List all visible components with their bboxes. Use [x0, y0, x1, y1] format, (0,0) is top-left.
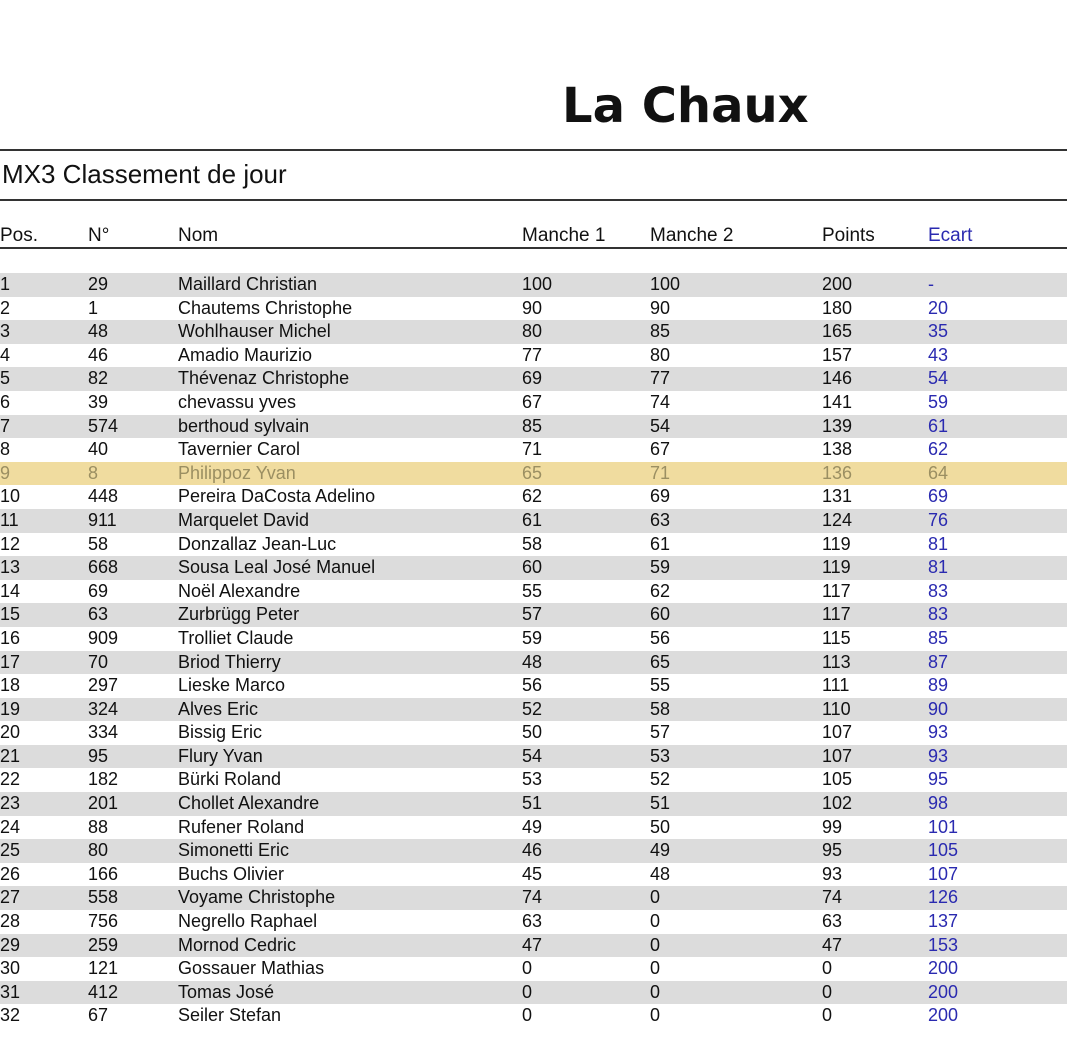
- cell-pos: 20: [0, 722, 21, 743]
- cell-number: 29: [88, 274, 109, 294]
- table-row: [0, 603, 1067, 627]
- cell-points: 93: [822, 863, 843, 884]
- header-manche2: Manche 2: [650, 225, 734, 246]
- cell-number: 70: [88, 651, 109, 672]
- cell-points: 157: [822, 344, 853, 365]
- cell-pos: 9: [0, 462, 11, 483]
- cell-ecart: 126: [928, 887, 959, 908]
- cell-points: 113: [822, 651, 851, 672]
- cell-manche2: 56: [650, 627, 671, 648]
- cell-manche1: 52: [522, 698, 543, 719]
- cell-ecart: 83: [928, 604, 949, 625]
- cell-name: Tomas José: [178, 981, 275, 1002]
- table-row-highlighted: [0, 462, 1067, 486]
- cell-name: Noël Alexandre: [178, 580, 301, 601]
- cell-ecart: 98: [928, 793, 949, 814]
- cell-ecart: 43: [928, 344, 949, 365]
- table-row: [0, 957, 1067, 981]
- cell-pos: 19: [0, 698, 21, 719]
- cell-pos: 25: [0, 840, 21, 861]
- table-row: [0, 273, 1067, 297]
- cell-manche1: 69: [522, 368, 543, 389]
- cell-manche1: 59: [522, 627, 543, 648]
- cell-pos: 24: [0, 816, 21, 837]
- cell-manche1: 62: [522, 486, 543, 507]
- cell-name: Rufener Roland: [178, 816, 305, 837]
- table-row: [0, 627, 1067, 651]
- cell-pos: 13: [0, 557, 21, 578]
- cell-manche1: 61: [522, 509, 543, 530]
- table-row: [0, 533, 1067, 557]
- table-row: [0, 485, 1067, 509]
- table-row: [0, 344, 1067, 368]
- cell-manche1: 46: [522, 840, 543, 861]
- cell-pos: 8: [0, 439, 11, 460]
- cell-pos: 14: [0, 580, 21, 601]
- table-row: [0, 863, 1067, 887]
- cell-points: 119: [822, 557, 851, 578]
- cell-name: Buchs Olivier: [178, 863, 285, 884]
- cell-points: 117: [822, 604, 851, 625]
- cell-manche2: 0: [650, 911, 661, 932]
- cell-manche2: 69: [650, 486, 671, 507]
- cell-ecart: 20: [928, 297, 949, 318]
- cell-pos: 21: [0, 745, 21, 766]
- table-row: [0, 674, 1067, 698]
- classification-title: MX3 Classement de jour: [2, 159, 287, 189]
- cell-points: 136: [822, 462, 853, 483]
- cell-ecart: 107: [928, 863, 959, 884]
- table-row: [0, 792, 1067, 816]
- cell-name: Wohlhauser Michel: [178, 321, 331, 342]
- cell-manche1: 53: [522, 769, 543, 790]
- cell-points: 74: [822, 887, 843, 908]
- cell-ecart: 62: [928, 439, 949, 460]
- cell-name: Philippoz Yvan: [178, 462, 296, 483]
- cell-manche2: 85: [650, 321, 671, 342]
- cell-points: 99: [822, 816, 843, 837]
- cell-ecart: 95: [928, 769, 949, 790]
- cell-number: 166: [88, 863, 119, 884]
- cell-manche2: 71: [650, 462, 671, 483]
- cell-name: Maillard Christian: [178, 274, 318, 294]
- cell-number: 334: [88, 722, 119, 743]
- cell-manche2: 58: [650, 698, 671, 719]
- cell-points: 102: [822, 793, 853, 814]
- cell-number: 909: [88, 627, 119, 648]
- event-title: La Chaux: [562, 78, 809, 134]
- cell-ecart: 200: [928, 1005, 959, 1026]
- cell-name: Simonetti Eric: [178, 840, 290, 861]
- top-divider: [0, 149, 1067, 151]
- cell-number: 668: [88, 557, 119, 578]
- cell-points: 105: [822, 769, 853, 790]
- cell-manche2: 63: [650, 509, 671, 530]
- cell-manche2: 0: [650, 1005, 661, 1026]
- cell-points: 117: [822, 580, 851, 601]
- cell-manche2: 100: [650, 274, 681, 294]
- cell-manche1: 55: [522, 580, 543, 601]
- cell-points: 141: [822, 391, 853, 412]
- cell-points: 119: [822, 533, 851, 554]
- cell-manche1: 0: [522, 981, 533, 1002]
- cell-name: Flury Yvan: [178, 745, 263, 766]
- cell-pos: 27: [0, 887, 21, 908]
- cell-pos: 18: [0, 675, 21, 696]
- cell-ecart: 61: [928, 415, 949, 436]
- cell-pos: 12: [0, 533, 21, 554]
- cell-manche2: 55: [650, 675, 671, 696]
- cell-manche1: 100: [522, 274, 553, 294]
- table-row: [0, 768, 1067, 792]
- table-row: [0, 886, 1067, 910]
- cell-number: 324: [88, 698, 119, 719]
- cell-name: Trolliet Claude: [178, 627, 294, 648]
- cell-ecart: 200: [928, 958, 959, 979]
- cell-manche1: 56: [522, 675, 543, 696]
- cell-number: 182: [88, 769, 119, 790]
- cell-ecart: 87: [928, 651, 949, 672]
- cell-manche2: 74: [650, 391, 671, 412]
- cell-points: 0: [822, 1005, 833, 1026]
- cell-manche2: 49: [650, 840, 671, 861]
- cell-number: 297: [88, 675, 119, 696]
- cell-manche1: 51: [522, 793, 543, 814]
- cell-manche2: 0: [650, 887, 661, 908]
- cell-number: 911: [88, 509, 117, 530]
- cell-number: 201: [88, 793, 119, 814]
- cell-number: 48: [88, 321, 109, 342]
- table-row: [0, 910, 1067, 934]
- cell-manche2: 60: [650, 604, 671, 625]
- cell-manche2: 0: [650, 934, 661, 955]
- header-divider: [0, 247, 1067, 249]
- cell-number: 39: [88, 391, 109, 412]
- cell-name: Amadio Maurizio: [178, 344, 313, 365]
- cell-manche1: 65: [522, 462, 543, 483]
- cell-ecart: 76: [928, 509, 949, 530]
- cell-manche1: 57: [522, 604, 543, 625]
- cell-name: Pereira DaCosta Adelino: [178, 486, 376, 507]
- table-row: [0, 981, 1067, 1005]
- cell-manche2: 77: [650, 368, 671, 389]
- header-points: Points: [822, 225, 875, 246]
- cell-ecart: 137: [928, 911, 959, 932]
- cell-manche2: 61: [650, 533, 671, 554]
- cell-points: 110: [822, 698, 851, 719]
- cell-manche2: 54: [650, 415, 671, 436]
- cell-name: Donzallaz Jean-Luc: [178, 533, 337, 554]
- cell-name: Seiler Stefan: [178, 1005, 282, 1026]
- cell-name: Chautems Christophe: [178, 297, 353, 318]
- cell-name: Bissig Eric: [178, 722, 263, 743]
- cell-number: 88: [88, 816, 109, 837]
- results-table-body: [0, 273, 1067, 1028]
- cell-name: Gossauer Mathias: [178, 958, 325, 979]
- cell-ecart: 101: [928, 816, 959, 837]
- cell-manche2: 57: [650, 722, 671, 743]
- cell-points: 139: [822, 415, 853, 436]
- cell-number: 8: [88, 462, 99, 483]
- cell-number: 95: [88, 745, 109, 766]
- cell-pos: 26: [0, 863, 21, 884]
- cell-manche2: 62: [650, 580, 671, 601]
- cell-pos: 6: [0, 391, 11, 412]
- table-row: [0, 556, 1067, 580]
- table-row: [0, 1004, 1067, 1028]
- cell-ecart: 200: [928, 981, 959, 1002]
- cell-ecart: 83: [928, 580, 949, 601]
- cell-name: Alves Eric: [178, 698, 259, 719]
- cell-number: 82: [88, 368, 109, 389]
- cell-pos: 1: [0, 274, 11, 294]
- cell-ecart: 64: [928, 462, 949, 483]
- cell-manche2: 90: [650, 297, 671, 318]
- cell-name: Tavernier Carol: [178, 439, 301, 460]
- cell-name: Marquelet David: [178, 509, 310, 530]
- cell-manche1: 0: [522, 1005, 533, 1026]
- cell-points: 0: [822, 981, 833, 1002]
- table-row: [0, 438, 1067, 462]
- cell-number: 80: [88, 840, 109, 861]
- cell-points: 63: [822, 911, 843, 932]
- cell-pos: 11: [0, 509, 19, 530]
- cell-manche1: 48: [522, 651, 543, 672]
- cell-number: 67: [88, 1005, 109, 1026]
- cell-manche2: 53: [650, 745, 671, 766]
- cell-manche2: 50: [650, 816, 671, 837]
- cell-number: 756: [88, 911, 119, 932]
- cell-number: 558: [88, 887, 119, 908]
- cell-manche2: 59: [650, 557, 671, 578]
- cell-pos: 29: [0, 934, 21, 955]
- cell-points: 146: [822, 368, 853, 389]
- cell-number: 448: [88, 486, 119, 507]
- cell-manche1: 80: [522, 321, 543, 342]
- table-row: [0, 651, 1067, 675]
- cell-number: 412: [88, 981, 119, 1002]
- cell-ecart: 89: [928, 675, 949, 696]
- table-row: [0, 816, 1067, 840]
- cell-ecart: 90: [928, 698, 949, 719]
- table-row: [0, 297, 1067, 321]
- cell-points: 107: [822, 722, 853, 743]
- cell-pos: 15: [0, 604, 21, 625]
- header-name: Nom: [178, 225, 219, 246]
- cell-ecart: 35: [928, 321, 949, 342]
- cell-manche2: 67: [650, 439, 671, 460]
- title-divider: [0, 199, 1067, 201]
- cell-ecart: 54: [928, 368, 949, 389]
- cell-points: 165: [822, 321, 853, 342]
- cell-manche1: 54: [522, 745, 543, 766]
- table-row: [0, 721, 1067, 745]
- cell-pos: 2: [0, 297, 11, 318]
- cell-number: 40: [88, 439, 109, 460]
- cell-points: 200: [822, 274, 853, 294]
- cell-points: 0: [822, 958, 833, 979]
- cell-pos: 31: [0, 981, 21, 1002]
- cell-ecart: -: [928, 274, 934, 294]
- header-pos: Pos.: [0, 225, 39, 246]
- cell-pos: 23: [0, 793, 21, 814]
- cell-manche1: 67: [522, 391, 543, 412]
- header-ecart: Ecart: [928, 225, 973, 246]
- cell-manche1: 60: [522, 557, 543, 578]
- cell-points: 111: [822, 675, 850, 696]
- cell-number: 121: [88, 958, 119, 979]
- cell-number: 46: [88, 344, 109, 365]
- table-header: [0, 224, 1067, 248]
- cell-name: Chollet Alexandre: [178, 793, 320, 814]
- cell-pos: 7: [0, 415, 11, 436]
- cell-points: 138: [822, 439, 853, 460]
- cell-ecart: 93: [928, 745, 949, 766]
- cell-points: 180: [822, 297, 853, 318]
- cell-manche1: 77: [522, 344, 543, 365]
- table-row: [0, 391, 1067, 415]
- table-row: [0, 580, 1067, 604]
- cell-points: 124: [822, 509, 853, 530]
- cell-name: Mornod Cedric: [178, 934, 297, 955]
- cell-manche2: 65: [650, 651, 671, 672]
- cell-ecart: 93: [928, 722, 949, 743]
- cell-number: 574: [88, 415, 119, 436]
- cell-pos: 3: [0, 321, 11, 342]
- cell-manche2: 0: [650, 981, 661, 1002]
- cell-manche1: 71: [522, 439, 543, 460]
- cell-ecart: 59: [928, 391, 949, 412]
- cell-manche1: 49: [522, 816, 543, 837]
- cell-name: Bürki Roland: [178, 769, 282, 790]
- cell-points: 131: [822, 486, 853, 507]
- cell-ecart: 81: [928, 557, 949, 578]
- cell-manche1: 0: [522, 958, 533, 979]
- cell-pos: 5: [0, 368, 11, 389]
- cell-pos: 32: [0, 1005, 21, 1026]
- cell-ecart: 105: [928, 840, 959, 861]
- cell-name: Zurbrügg Peter: [178, 604, 300, 625]
- cell-ecart: 81: [928, 533, 949, 554]
- cell-name: Negrello Raphael: [178, 911, 318, 932]
- table-row: [0, 509, 1067, 533]
- cell-manche1: 85: [522, 415, 543, 436]
- cell-manche2: 0: [650, 958, 661, 979]
- cell-pos: 30: [0, 958, 21, 979]
- cell-name: Briod Thierry: [178, 651, 281, 672]
- cell-points: 115: [822, 627, 851, 648]
- cell-pos: 22: [0, 769, 21, 790]
- cell-pos: 10: [0, 486, 21, 507]
- cell-number: 58: [88, 533, 109, 554]
- table-row: [0, 839, 1067, 863]
- cell-ecart: 153: [928, 934, 959, 955]
- cell-ecart: 69: [928, 486, 949, 507]
- cell-name: Sousa Leal José Manuel: [178, 557, 376, 578]
- cell-manche2: 51: [650, 793, 671, 814]
- table-row: [0, 934, 1067, 958]
- cell-ecart: 85: [928, 627, 949, 648]
- cell-pos: 4: [0, 344, 11, 365]
- cell-manche2: 80: [650, 344, 671, 365]
- header-number: N°: [88, 225, 110, 246]
- table-row: [0, 320, 1067, 344]
- cell-pos: 16: [0, 627, 21, 648]
- cell-name: Lieske Marco: [178, 675, 286, 696]
- cell-manche2: 48: [650, 863, 671, 884]
- cell-name: berthoud sylvain: [178, 415, 310, 436]
- cell-number: 259: [88, 934, 119, 955]
- cell-name: Thévenaz Christophe: [178, 368, 350, 389]
- cell-manche1: 74: [522, 887, 543, 908]
- cell-manche1: 90: [522, 297, 543, 318]
- cell-number: 1: [88, 297, 99, 318]
- cell-number: 63: [88, 604, 109, 625]
- cell-manche1: 45: [522, 863, 543, 884]
- cell-manche2: 52: [650, 769, 671, 790]
- header-manche1: Manche 1: [522, 225, 606, 246]
- cell-pos: 17: [0, 651, 21, 672]
- cell-manche1: 50: [522, 722, 543, 743]
- table-row: [0, 367, 1067, 391]
- cell-points: 47: [822, 934, 843, 955]
- cell-manche1: 47: [522, 934, 543, 955]
- table-row: [0, 698, 1067, 722]
- cell-pos: 28: [0, 911, 21, 932]
- cell-points: 95: [822, 840, 843, 861]
- cell-number: 69: [88, 580, 109, 601]
- cell-name: chevassu yves: [178, 391, 297, 412]
- cell-name: Voyame Christophe: [178, 887, 336, 908]
- cell-points: 107: [822, 745, 853, 766]
- cell-manche1: 63: [522, 911, 543, 932]
- cell-manche1: 58: [522, 533, 543, 554]
- table-row: [0, 415, 1067, 439]
- table-row: [0, 745, 1067, 769]
